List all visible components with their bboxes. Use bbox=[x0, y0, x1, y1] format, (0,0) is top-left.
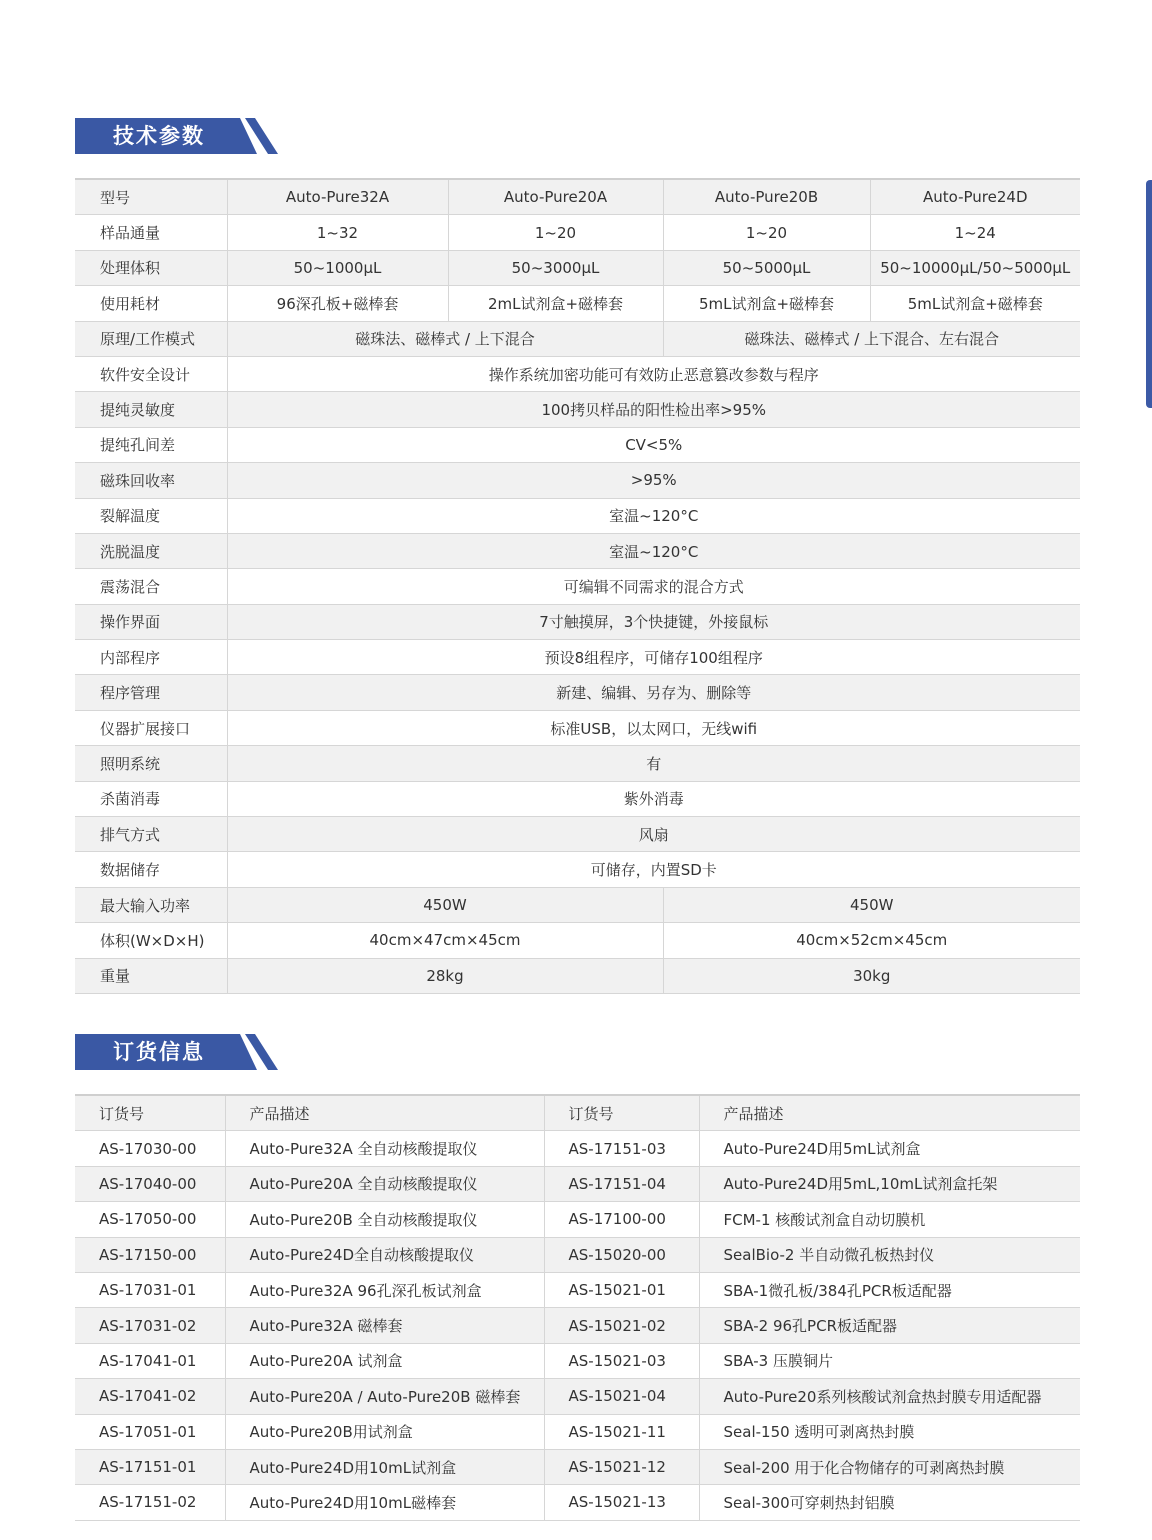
product-description: Auto-Pure24D用10mL磁棒套 bbox=[225, 1485, 544, 1520]
spec-label: 震荡混合 bbox=[75, 569, 227, 604]
order-number: AS-15021-02 bbox=[544, 1308, 699, 1343]
order-row bbox=[75, 1308, 1080, 1343]
order-number: AS-17040-00 bbox=[75, 1166, 225, 1201]
order-column-header: 订货号 bbox=[75, 1095, 225, 1131]
spec-value: 2mL试剂盒+磁棒套 bbox=[448, 286, 663, 321]
spec-value: 450W bbox=[227, 887, 663, 922]
order-number: AS-17041-01 bbox=[75, 1343, 225, 1378]
spec-row bbox=[75, 958, 1080, 993]
spec-value: 5mL试剂盒+磁棒套 bbox=[663, 286, 870, 321]
spec-label: 照明系统 bbox=[75, 746, 227, 781]
spec-value: CV<5% bbox=[227, 427, 1080, 462]
spec-label: 使用耗材 bbox=[75, 286, 227, 321]
spec-value: 磁珠法、磁棒式 / 上下混合、左右混合 bbox=[663, 321, 1080, 356]
spec-value: 预设8组程序，可储存100组程序 bbox=[227, 640, 1080, 675]
spec-value: 450W bbox=[663, 887, 1080, 922]
spec-value: 操作系统加密功能可有效防止恶意篡改参数与程序 bbox=[227, 356, 1080, 391]
order-row bbox=[75, 1343, 1080, 1378]
order-number: AS-17030-00 bbox=[75, 1131, 225, 1166]
order-number: AS-15021-13 bbox=[544, 1485, 699, 1520]
spec-table bbox=[75, 178, 1080, 994]
spec-value: 可储存，内置SD卡 bbox=[227, 852, 1080, 887]
order-number: AS-15021-12 bbox=[544, 1449, 699, 1484]
order-row bbox=[75, 1166, 1080, 1201]
order-number: AS-17050-00 bbox=[75, 1202, 225, 1237]
spec-row bbox=[75, 817, 1080, 852]
spec-label: 裂解温度 bbox=[75, 498, 227, 533]
order-number: AS-15021-03 bbox=[544, 1343, 699, 1378]
spec-row bbox=[75, 640, 1080, 675]
product-description: SBA-1微孔板/384孔PCR板适配器 bbox=[699, 1272, 1080, 1307]
product-description: Auto-Pure32A 全自动核酸提取仪 bbox=[225, 1131, 544, 1166]
spec-section-title: 技术参数 bbox=[113, 124, 205, 148]
product-description: Auto-Pure24D全自动核酸提取仪 bbox=[225, 1237, 544, 1272]
spec-label: 仪器扩展接口 bbox=[75, 710, 227, 745]
order-number: AS-17150-00 bbox=[75, 1237, 225, 1272]
order-number: AS-17151-04 bbox=[544, 1166, 699, 1201]
order-number: AS-17031-01 bbox=[75, 1272, 225, 1307]
spec-row bbox=[75, 887, 1080, 922]
spec-label: 杀菌消毒 bbox=[75, 781, 227, 816]
product-description: Auto-Pure20A / Auto-Pure20B 磁棒套 bbox=[225, 1379, 544, 1414]
spec-row bbox=[75, 215, 1080, 250]
spec-value: 标准USB，以太网口，无线wifi bbox=[227, 710, 1080, 745]
spec-label: 软件安全设计 bbox=[75, 356, 227, 391]
product-description: FCM-1 核酸试剂盒自动切膜机 bbox=[699, 1202, 1080, 1237]
spec-row bbox=[75, 675, 1080, 710]
product-description: Seal-200 用于化合物储存的可剥离热封膜 bbox=[699, 1449, 1080, 1484]
order-header-row bbox=[75, 1095, 1080, 1131]
product-description: Auto-Pure20B用试剂盒 bbox=[225, 1414, 544, 1449]
spec-value: 40cm×52cm×45cm bbox=[663, 923, 1080, 958]
spec-label: 数据储存 bbox=[75, 852, 227, 887]
spec-label: 提纯灵敏度 bbox=[75, 392, 227, 427]
order-column-header: 产品描述 bbox=[225, 1095, 544, 1131]
product-description: Auto-Pure24D用10mL试剂盒 bbox=[225, 1449, 544, 1484]
spec-row bbox=[75, 463, 1080, 498]
order-column-header: 产品描述 bbox=[699, 1095, 1080, 1131]
order-number: AS-15021-04 bbox=[544, 1379, 699, 1414]
spec-value: 50~3000µL bbox=[448, 250, 663, 285]
side-edge-tab bbox=[1146, 180, 1152, 408]
spec-label: 重量 bbox=[75, 958, 227, 993]
product-description: Auto-Pure32A 磁棒套 bbox=[225, 1308, 544, 1343]
spec-value: 7寸触摸屏，3个快捷键，外接鼠标 bbox=[227, 604, 1080, 639]
spec-label: 洗脱温度 bbox=[75, 533, 227, 568]
spec-value: 100拷贝样品的阳性检出率>95% bbox=[227, 392, 1080, 427]
spec-label: 型号 bbox=[75, 179, 227, 215]
order-number: AS-15021-11 bbox=[544, 1414, 699, 1449]
order-number: AS-15021-01 bbox=[544, 1272, 699, 1307]
spec-value: 50~10000µL/50~5000µL bbox=[870, 250, 1080, 285]
spec-label: 操作界面 bbox=[75, 604, 227, 639]
product-description: Auto-Pure20A 试剂盒 bbox=[225, 1343, 544, 1378]
spec-row bbox=[75, 427, 1080, 462]
spec-row bbox=[75, 498, 1080, 533]
spec-row bbox=[75, 250, 1080, 285]
spec-label: 样品通量 bbox=[75, 215, 227, 250]
spec-row bbox=[75, 286, 1080, 321]
spec-value: >95% bbox=[227, 463, 1080, 498]
spec-value: 风扇 bbox=[227, 817, 1080, 852]
product-description: Auto-Pure20B 全自动核酸提取仪 bbox=[225, 1202, 544, 1237]
product-description: SBA-2 96孔PCR板适配器 bbox=[699, 1308, 1080, 1343]
order-row bbox=[75, 1202, 1080, 1237]
spec-value: 50~5000µL bbox=[663, 250, 870, 285]
spec-row bbox=[75, 569, 1080, 604]
spec-value: 可编辑不同需求的混合方式 bbox=[227, 569, 1080, 604]
spec-value: 40cm×47cm×45cm bbox=[227, 923, 663, 958]
order-number: AS-17031-02 bbox=[75, 1308, 225, 1343]
order-number: AS-17051-01 bbox=[75, 1414, 225, 1449]
spec-row bbox=[75, 710, 1080, 745]
product-description: Seal-300可穿刺热封铝膜 bbox=[699, 1485, 1080, 1520]
spec-value: 室温~120°C bbox=[227, 533, 1080, 568]
order-number: AS-15020-00 bbox=[544, 1237, 699, 1272]
spec-section-header bbox=[75, 118, 285, 156]
spec-value: 有 bbox=[227, 746, 1080, 781]
spec-row bbox=[75, 321, 1080, 356]
spec-label: 原理/工作模式 bbox=[75, 321, 227, 356]
order-row bbox=[75, 1449, 1080, 1484]
spec-row bbox=[75, 923, 1080, 958]
product-description: Auto-Pure32A 96孔深孔板试剂盒 bbox=[225, 1272, 544, 1307]
order-number: AS-17151-01 bbox=[75, 1449, 225, 1484]
spec-row bbox=[75, 179, 1080, 215]
product-description: Auto-Pure24D用5mL试剂盒 bbox=[699, 1131, 1080, 1166]
spec-value: Auto-Pure20A bbox=[448, 179, 663, 215]
product-description: Auto-Pure24D用5mL,10mL试剂盒托架 bbox=[699, 1166, 1080, 1201]
spec-value: 5mL试剂盒+磁棒套 bbox=[870, 286, 1080, 321]
order-section-title: 订货信息 bbox=[113, 1040, 205, 1064]
spec-value: Auto-Pure24D bbox=[870, 179, 1080, 215]
spec-value: 1~24 bbox=[870, 215, 1080, 250]
spec-value: 新建、编辑、另存为、删除等 bbox=[227, 675, 1080, 710]
order-section-header bbox=[75, 1034, 285, 1072]
order-row bbox=[75, 1414, 1080, 1449]
spec-value: 96深孔板+磁棒套 bbox=[227, 286, 448, 321]
product-description: SealBio-2 半自动微孔板热封仪 bbox=[699, 1237, 1080, 1272]
order-row bbox=[75, 1237, 1080, 1272]
spec-label: 磁珠回收率 bbox=[75, 463, 227, 498]
spec-value: 磁珠法、磁棒式 / 上下混合 bbox=[227, 321, 663, 356]
spec-value: 28kg bbox=[227, 958, 663, 993]
product-description: Seal-150 透明可剥离热封膜 bbox=[699, 1414, 1080, 1449]
spec-row bbox=[75, 356, 1080, 391]
spec-value: 室温~120°C bbox=[227, 498, 1080, 533]
order-row bbox=[75, 1272, 1080, 1307]
spec-value: Auto-Pure20B bbox=[663, 179, 870, 215]
order-number: AS-17151-03 bbox=[544, 1131, 699, 1166]
order-number: AS-17100-00 bbox=[544, 1202, 699, 1237]
spec-row bbox=[75, 604, 1080, 639]
spec-value: 50~1000µL bbox=[227, 250, 448, 285]
spec-row bbox=[75, 781, 1080, 816]
order-row bbox=[75, 1379, 1080, 1414]
spec-row bbox=[75, 533, 1080, 568]
spec-label: 最大输入功率 bbox=[75, 887, 227, 922]
product-description: SBA-3 压膜铜片 bbox=[699, 1343, 1080, 1378]
spec-value: 30kg bbox=[663, 958, 1080, 993]
order-row bbox=[75, 1485, 1080, 1520]
spec-value: 1~32 bbox=[227, 215, 448, 250]
order-table bbox=[75, 1094, 1080, 1521]
spec-label: 体积(W×D×H) bbox=[75, 923, 227, 958]
spec-row bbox=[75, 746, 1080, 781]
spec-value: 1~20 bbox=[448, 215, 663, 250]
spec-label: 提纯孔间差 bbox=[75, 427, 227, 462]
spec-label: 程序管理 bbox=[75, 675, 227, 710]
spec-label: 处理体积 bbox=[75, 250, 227, 285]
order-column-header: 订货号 bbox=[544, 1095, 699, 1131]
spec-value: 紫外消毒 bbox=[227, 781, 1080, 816]
spec-row bbox=[75, 392, 1080, 427]
order-row bbox=[75, 1131, 1080, 1166]
order-number: AS-17041-02 bbox=[75, 1379, 225, 1414]
spec-value: Auto-Pure32A bbox=[227, 179, 448, 215]
spec-label: 内部程序 bbox=[75, 640, 227, 675]
spec-label: 排气方式 bbox=[75, 817, 227, 852]
product-description: Auto-Pure20系列核酸试剂盒热封膜专用适配器 bbox=[699, 1379, 1080, 1414]
spec-row bbox=[75, 852, 1080, 887]
spec-value: 1~20 bbox=[663, 215, 870, 250]
order-number: AS-17151-02 bbox=[75, 1485, 225, 1520]
product-description: Auto-Pure20A 全自动核酸提取仪 bbox=[225, 1166, 544, 1201]
